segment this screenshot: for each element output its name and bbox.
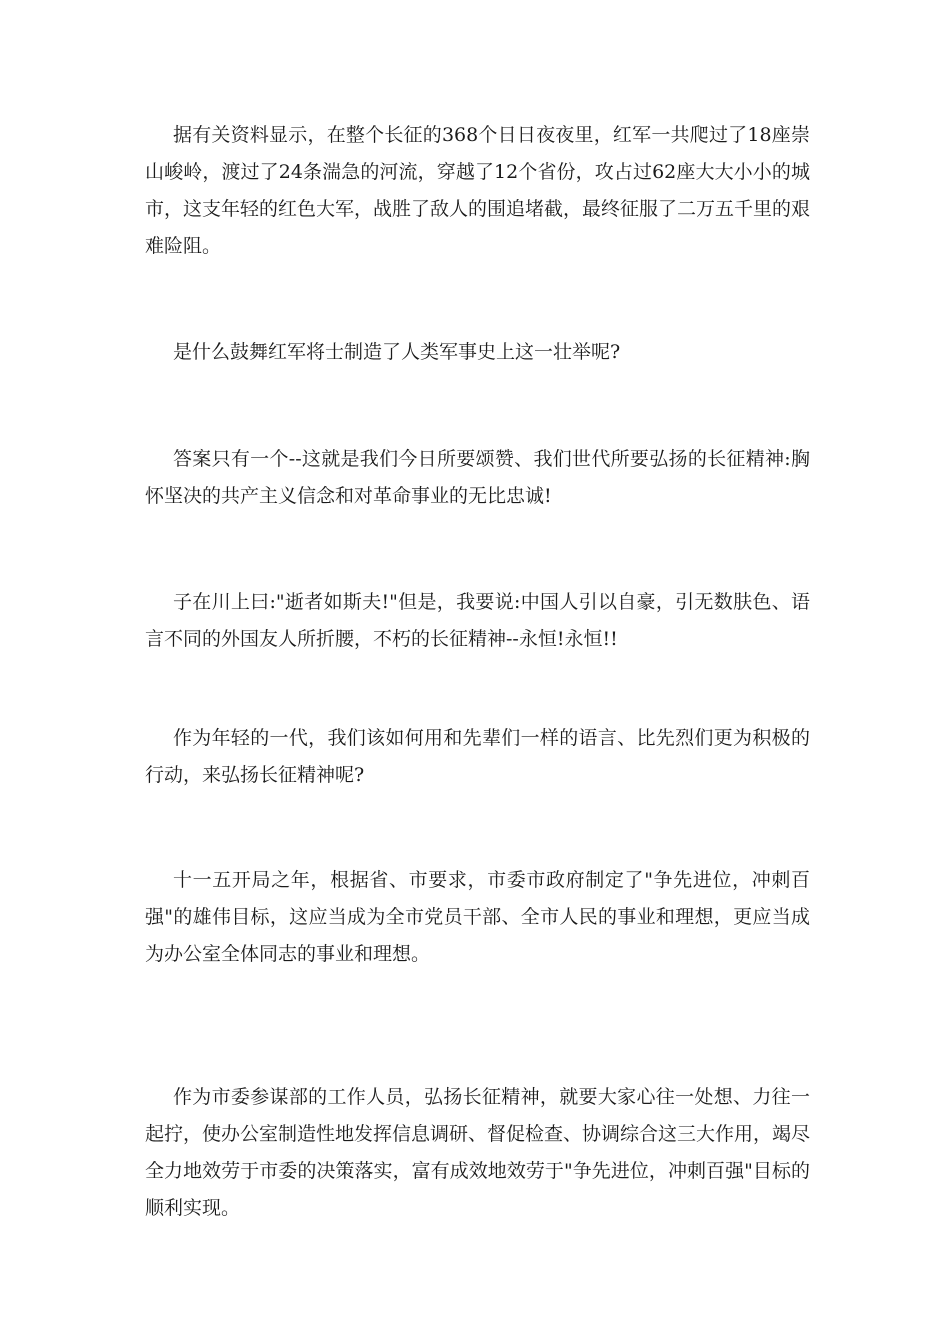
paragraph-question: 是什么鼓舞红军将士制造了人类军事史上这一壮举呢? (173, 341, 621, 363)
paragraph-young-generation: 作为年轻的一代，我们该如何用和先辈们一样的语言、比先烈们更为积极的行动，来弘扬长征精神呢? (145, 727, 810, 786)
paragraph-quote: 子在川上曰:"逝者如斯夫!"但是，我要说:中国人引以自豪，引无数肤色、语言不同的外国友人所折腰，不朽的长征精神--永恒!永恒!! (145, 591, 810, 650)
paragraph-staff-role: 作为市委参谋部的工作人员，弘扬长征精神，就要大家心往一处想、力往一起拧，使办公室制造性地发挥信息调研、督促检查、协调综合这三大作用，竭尽全力地效劳于市委的决策落实，富有成效地效劳于"争先进位，冲刺百强"目标的顺利实现。 (145, 1086, 811, 1219)
paragraph-eleventh-five-year: 十一五开局之年，根据省、市要求，市委市政府制定了"争先进位，冲刺百强"的雄伟目标，这应当成为全市党员干部、全市人民的事业和理想，更应当成为办公室全体同志的事业和理想。 (145, 869, 810, 965)
paragraph-answer: 答案只有一个--这就是我们今日所要颂赞、我们世代所要弘扬的长征精神:胸怀坚决的共产主义信念和对革命事业的无比忠诚! (145, 448, 810, 507)
paragraph-long-march-statistics: 据有关资料显示，在整个长征的368个日日夜夜里，红军一共爬过了18座崇山峻岭，渡过了24条湍急的河流，穿越了12个省份，攻占过62座大大小小的城市，这支年轻的红色大军，战胜了敌人的围追堵截，最终征服了二万五千里的艰难险阻。 (145, 124, 811, 257)
